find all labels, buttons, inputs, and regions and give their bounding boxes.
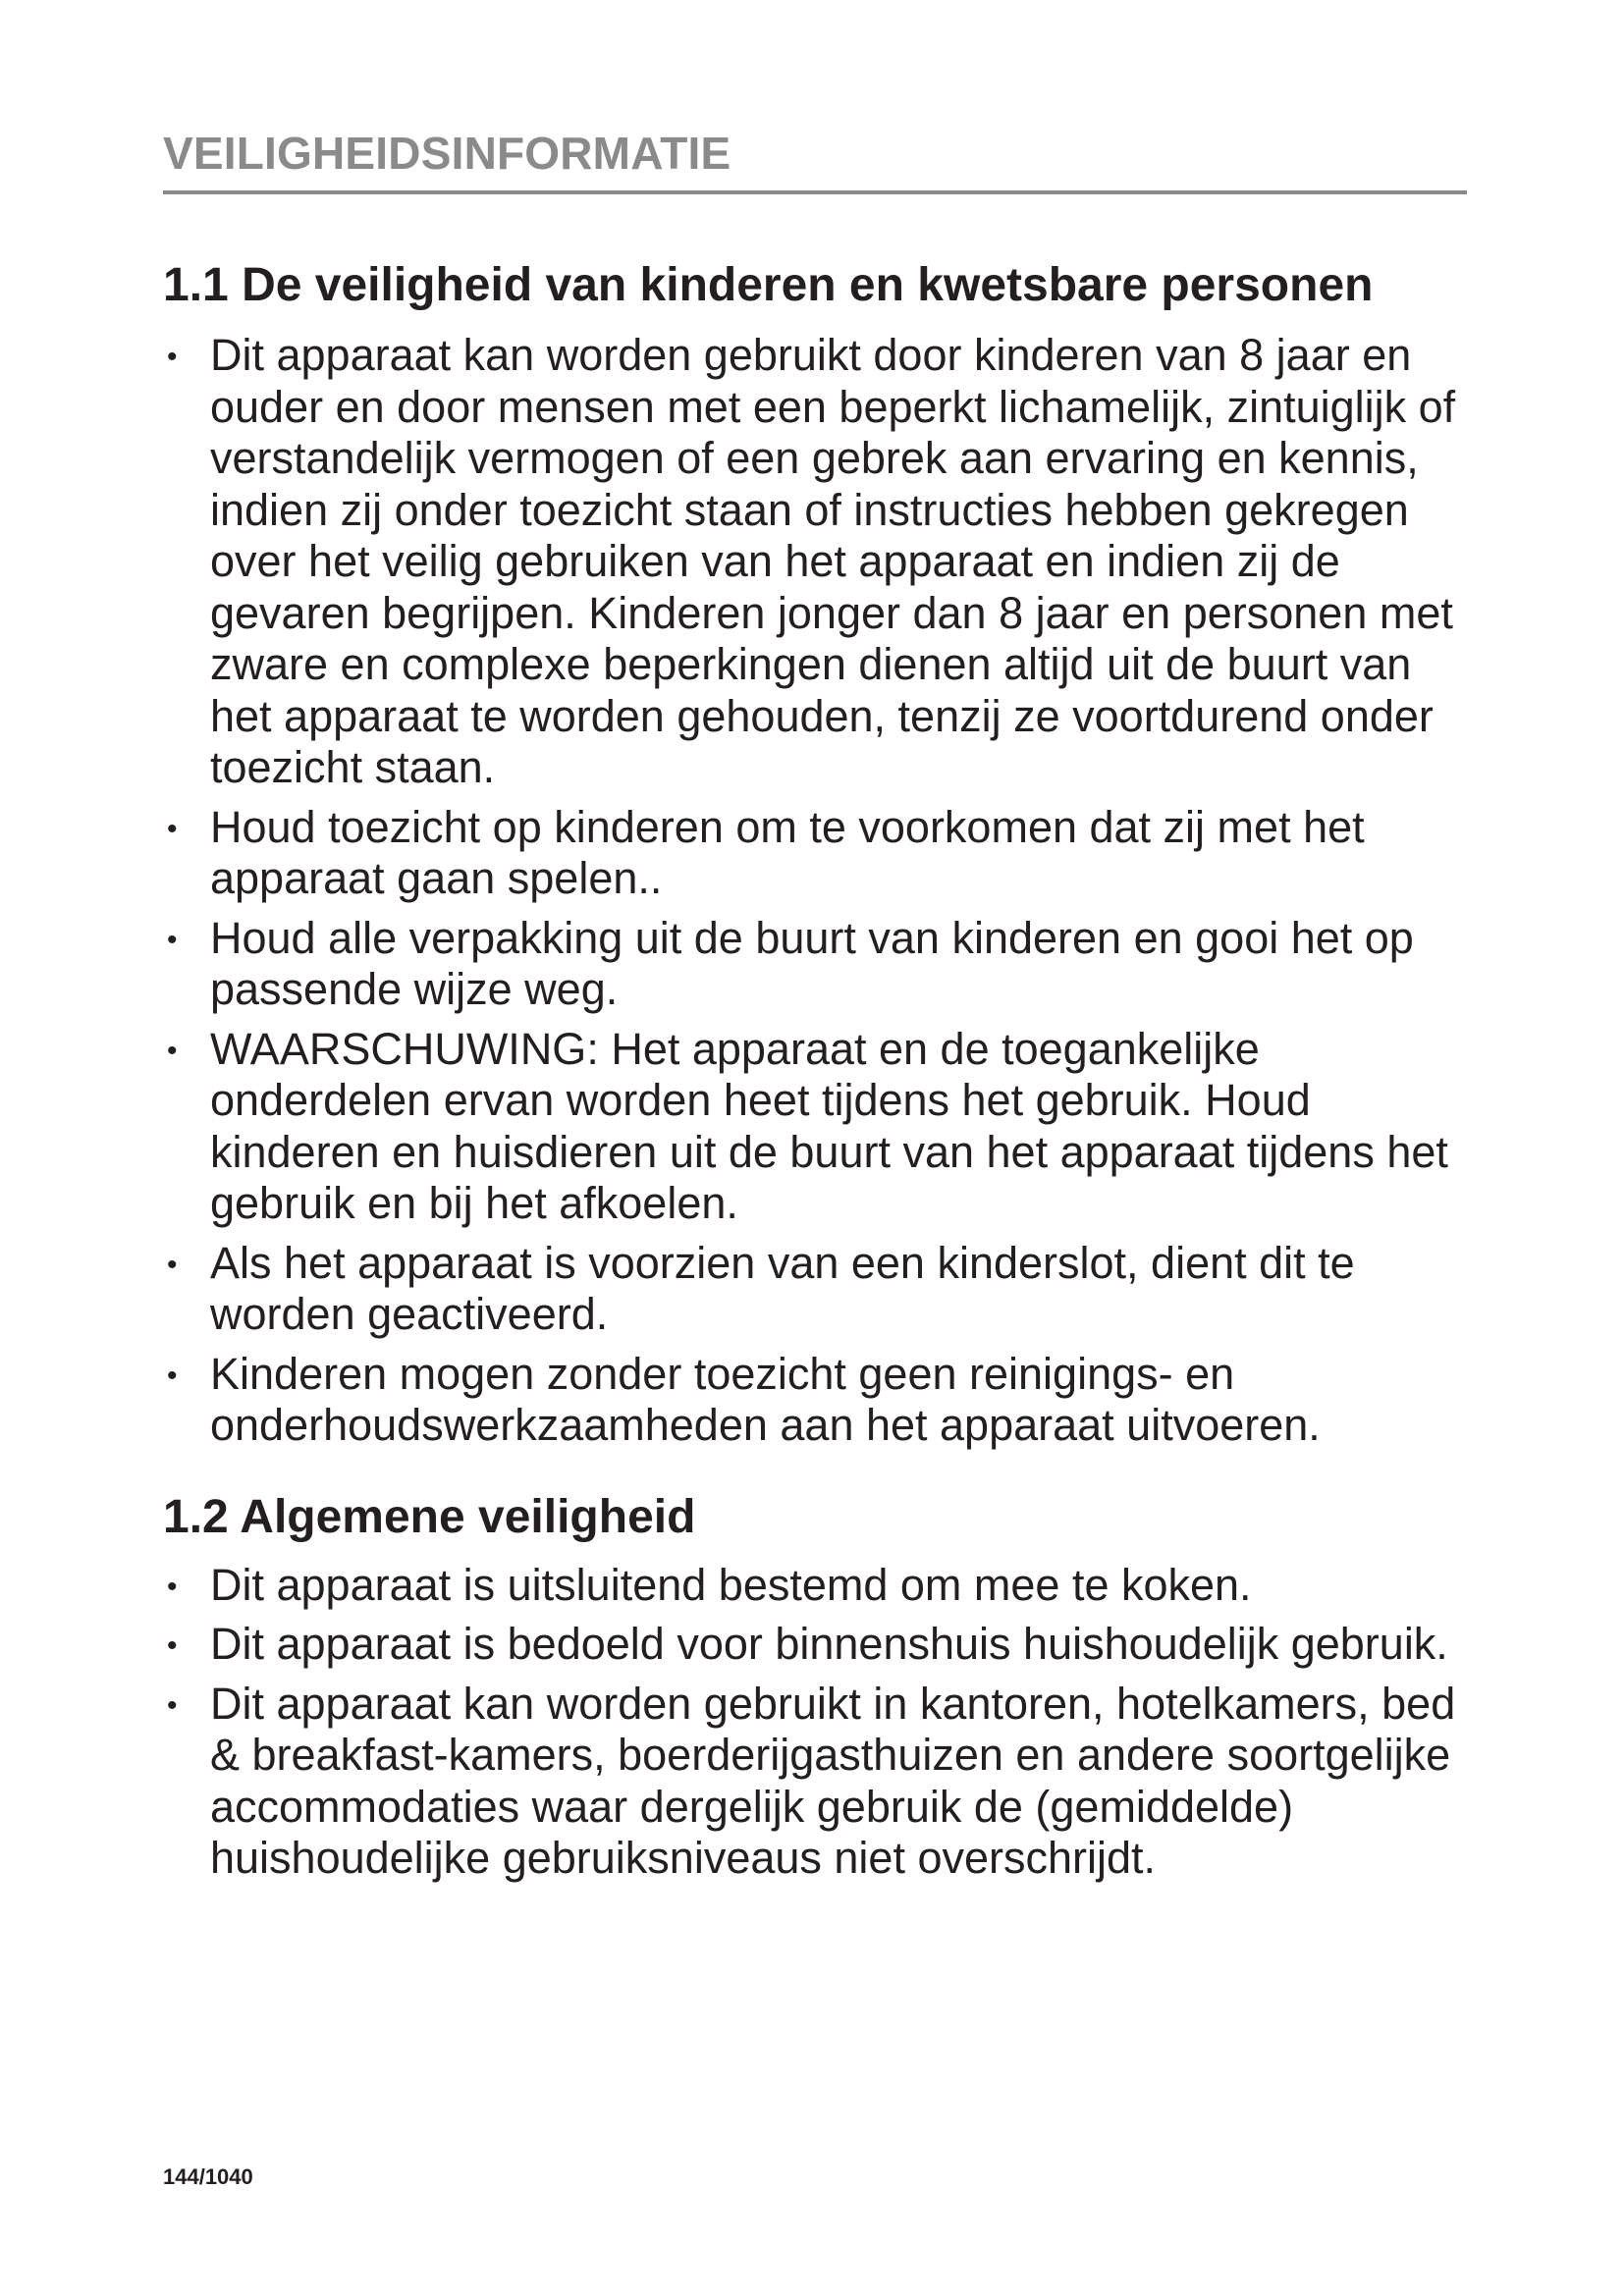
list-item-text: Houd alle verpakking uit de buurt van kinderen en gooi het op passende wijze weg. [210,912,1414,1014]
bullet-icon: • [167,923,178,956]
section-child-safety [163,257,1479,1452]
list-item-text: Dit apparaat is bedoeld voor binnenshuis huishoudelijk gebruik. [210,1619,1448,1669]
list-item [163,1679,1479,1885]
list-item [163,802,1479,905]
section-general-safety [163,1489,1479,1885]
bullet-list-general-safety [163,1560,1479,1885]
bullet-icon: • [167,341,178,373]
bullet-icon: • [167,1688,178,1722]
list-item-text: Als het apparaat is voorzien van een kinderslot, dient dit te worden geactiveerd. [210,1237,1355,1339]
bullet-icon: • [167,1034,178,1067]
bullet-list-child-safety [163,330,1479,1452]
document-content [163,257,1479,1893]
page-header [163,120,1467,194]
list-item-text: Kinderen mogen zonder toezicht geen reinigings- en onderhoudswerkzaamheden aan het apparaat uitvoeren. [210,1348,1321,1450]
section-heading-child-safety: 1.1 De veiligheid van kinderen en kwetsbare personen [163,259,1374,311]
bullet-icon: • [167,1248,178,1281]
list-item [163,1238,1479,1341]
page-header-title: VEILIGHEIDSINFORMATIE [163,128,731,179]
bullet-icon: • [167,812,178,845]
list-item [163,330,1479,794]
list-item-text: Dit apparaat is uitsluitend bestemd om mee te koken. [210,1559,1252,1610]
list-item-text: WAARSCHUWING: Het apparaat en de toegankelijke onderdelen ervan worden heet tijdens het gebruik. Houd kinderen en huisdieren uit de buurt van het apparaat tijdens het gebruik en bij het afkoelen. [210,1023,1448,1228]
list-item-text: Dit apparaat kan worden gebruikt door kinderen van 8 jaar en ouder en door mensen met een beperkt lichamelijk, zintuiglijk of verstandelijk vermogen of een gebrek aan ervaring en kennis, indien zij onder toezicht staan of instructies hebben gekregen over het veilig gebruiken van het apparaat en indien zij de gevaren begrijpen. Kinderen jonger dan 8 jaar en personen met zware en complexe beperkingen dienen altijd uit de buurt van het apparaat te worden gehouden, tenzij ze voortdurend onder toezicht staan. [210,330,1456,792]
list-item [163,1619,1479,1671]
bullet-icon: • [167,1570,178,1603]
page-number: 144/1040 [163,2164,253,2189]
list-item [163,913,1479,1016]
bullet-icon: • [167,1629,178,1662]
section-heading-general-safety: 1.2 Algemene veiligheid [163,1490,696,1543]
list-item-text: Dit apparaat kan worden gebruikt in kantoren, hotelkamers, bed & breakfast-kamers, boerderijgasthuizen en andere soortgelijke accommodaties waar dergelijk gebruik de (gemiddelde) huishoudelijke gebruiksniveaus niet overschrijdt. [210,1678,1456,1883]
list-item [163,1560,1479,1612]
bullet-icon: • [167,1359,178,1392]
list-item [163,1349,1479,1452]
list-item-text: Houd toezicht op kinderen om te voorkomen dat zij met het apparaat gaan spelen.. [210,801,1365,903]
list-item [163,1024,1479,1230]
